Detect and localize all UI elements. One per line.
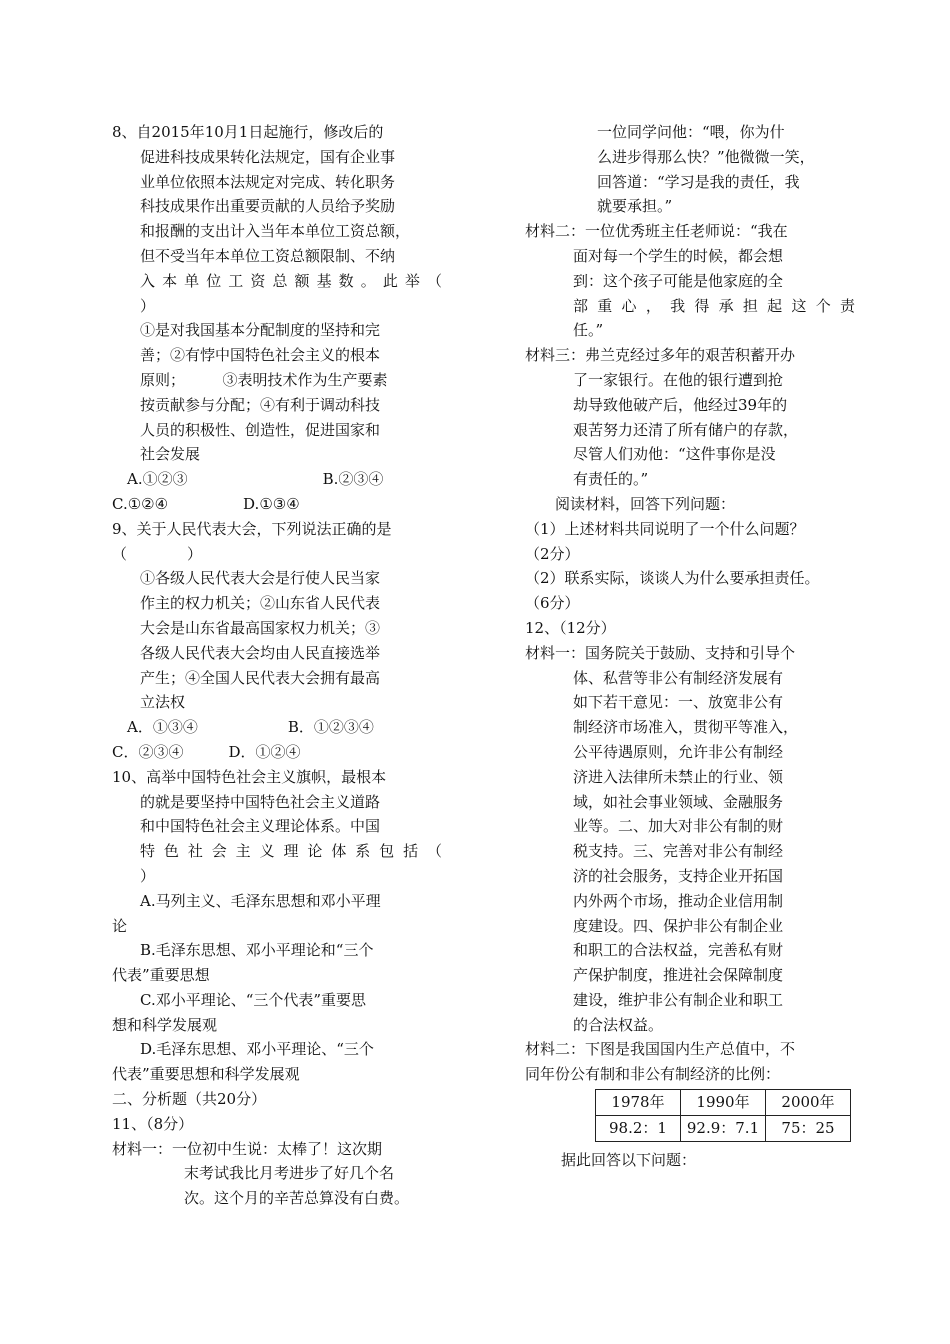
text-line: 劫导致他破产后，他经过39年的 [573, 395, 788, 414]
table-value-cell: 75：25 [766, 1115, 851, 1141]
text-line: ①是对我国基本分配制度的坚持和完 [140, 321, 381, 340]
table-header-row [596, 1090, 851, 1116]
text-line: 材料二：下图是我国国内生产总值中，不 [525, 1040, 796, 1059]
text-line: 人员的积极性、创造性，促进国家和 [140, 420, 381, 439]
text-line: 10、高举中国特色社会主义旗帜，最根本 [112, 767, 387, 786]
text-line: 原则； ③表明技术作为生产要素 [140, 370, 388, 389]
text-line: ①各级人民代表大会是行使人民当家 [140, 569, 381, 588]
text-line: 特色社会主义理论体系包括（ [140, 842, 442, 861]
text-line: 大会是山东省最高国家权力机关；③ [140, 618, 381, 637]
text-line: 9、关于人民代表大会，下列说法正确的是 [112, 519, 392, 538]
text-line: 促进科技成果转化法规定，国有企业事 [140, 147, 396, 166]
text-line: 么进步得那么快？”他微微一笑， [597, 147, 815, 166]
text-line: 税支持。三、完善对非公有制经 [573, 842, 784, 861]
text-line: A．①③④ B．①②③④ [112, 718, 374, 737]
text-line: 论 [112, 916, 128, 935]
text-line: 材料一：一位初中生说：太棒了！这次期 [112, 1139, 383, 1158]
text-line: C．②③④ D．①②④ [112, 742, 301, 761]
text-line: （1）上述材料共同说明了一个什么问题？ [525, 519, 805, 538]
text-line: （2）联系实际，谈谈人为什么要承担责任。 [525, 569, 820, 588]
right-column-text [525, 120, 855, 1087]
text-line: A.马列主义、毛泽东思想和邓小平理 [140, 891, 381, 910]
text-line: 产保护制度，推进社会保障制度 [573, 966, 784, 985]
text-line: A.①②③ B.②③④ [112, 470, 384, 489]
table-header-cell: 1978年 [596, 1090, 681, 1116]
text-line: 11、（8分） [112, 1114, 194, 1133]
text-line: 科技成果作出重要贡献的人员给予奖励 [140, 197, 396, 216]
text-line: 但不受当年本单位工资总额限制、不纳 [140, 246, 396, 265]
text-line: 末考试我比月考进步了好几个名 [184, 1164, 395, 1183]
text-line: 到：这个孩子可能是他家庭的全 [573, 271, 784, 290]
text-line: 业等。二、加大对非公有制的财 [573, 817, 784, 836]
text-line: 业单位依照本法规定对完成、转化职务 [140, 172, 396, 191]
text-line: 的合法权益。 [573, 1015, 664, 1034]
text-line: 和报酬的支出计入当年本单位工资总额， [140, 222, 411, 241]
text-line: 和中国特色社会主义理论体系。中国 [140, 817, 381, 836]
text-line: 各级人民代表大会均由人民直接选举 [140, 643, 381, 662]
text-line: C.①②④ D.①③④ [112, 494, 300, 513]
text-line: 公平待遇原则，允许非公有制经 [573, 742, 784, 761]
text-line: 想和科学发展观 [112, 1015, 218, 1034]
text-line: 产生；④全国人民代表大会拥有最高 [140, 668, 381, 687]
text-line: 立法权 [140, 693, 186, 712]
text-line: （6分） [525, 594, 580, 613]
text-line: 作主的权力机关；②山东省人民代表 [140, 594, 381, 613]
text-line: 建设，维护非公有制企业和职工 [573, 990, 784, 1009]
text-line: ） [140, 296, 156, 315]
table-header-cell: 1990年 [681, 1090, 766, 1116]
text-line: 和职工的合法权益，完善私有财 [573, 941, 784, 960]
text-line: 有责任的。” [573, 470, 649, 489]
text-line: 按贡献参与分配；④有利于调动科技 [140, 395, 381, 414]
text-line: C.邓小平理论、“三个代表”重要思 [140, 990, 367, 1009]
text-line: 了一家银行。在他的银行遭到抢 [573, 370, 784, 389]
table-header-cell: 2000年 [766, 1090, 851, 1116]
text-line: 如下若干意见：一、放宽非公有 [573, 693, 784, 712]
text-line: 代表”重要思想 [112, 966, 210, 985]
text-line: （ ） [112, 544, 203, 563]
text-line: 的就是要坚持中国特色社会主义道路 [140, 792, 381, 811]
text-line: 善；②有悖中国特色社会主义的根本 [140, 346, 381, 365]
text-line: 入本单位工资总额基数。此举（ [140, 271, 442, 290]
text-line: 一位同学问他：“喂，你为什 [597, 123, 785, 141]
text-line: 代表”重要思想和科学发展观 [112, 1065, 300, 1084]
text-line: 制经济市场准入，贯彻平等准入， [573, 718, 799, 737]
text-line: 材料一：国务院关于鼓励、支持和引导个 [525, 643, 796, 662]
text-line: 材料三：弗兰克经过多年的艰苦积蓄开办 [525, 346, 796, 365]
text-line: 内外两个市场，推动企业信用制 [573, 891, 784, 910]
text-line: 同年份公有制和非公有制经济的比例： [525, 1065, 781, 1084]
text-line: 12、（12分） [525, 618, 616, 637]
text-line: 域，如社会事业领域、金融服务 [573, 792, 784, 811]
text-line: 回答道：“学习是我的责任，我 [597, 172, 800, 191]
right-column [525, 120, 855, 1172]
text-line: （2分） [525, 544, 580, 563]
text-line: D.毛泽东思想、邓小平理论、“三个 [140, 1040, 374, 1059]
left-column [112, 120, 442, 1211]
text-line: 部重心，我得承担起这个责 [573, 296, 855, 315]
text-line: 就要承担。” [597, 197, 673, 216]
text-line: 尽管人们劝他：“这件事你是没 [573, 445, 776, 464]
table-value-row [596, 1115, 851, 1141]
table-value-cell: 98.2：1 [596, 1115, 681, 1141]
text-line: 二、分析题（共20分） [112, 1090, 267, 1109]
text-line: 材料二：一位优秀班主任老师说：“我在 [525, 222, 788, 241]
text-line: 次。这个月的辛苦总算没有白费。 [184, 1189, 410, 1208]
text-line: ） [140, 866, 156, 885]
text-line: 体、私营等非公有制经济发展有 [573, 668, 784, 687]
table-value-cell: 92.9：7.1 [681, 1115, 766, 1141]
text-line: 济的社会服务，支持企业开拓国 [573, 866, 784, 885]
text-line: 度建设。四、保护非公有制企业 [573, 916, 784, 935]
text-line: 济进入法律所未禁止的行业、领 [573, 767, 784, 786]
text-line: 艰苦努力还清了所有储户的存款， [573, 420, 799, 439]
gdp-ratio-table [595, 1089, 851, 1142]
text-line: 社会发展 [140, 445, 201, 464]
text-line: 任。” [573, 321, 604, 340]
text-line: 面对每一个学生的时候，都会想 [573, 246, 784, 265]
text-line: B.毛泽东思想、邓小平理论和“三个 [140, 941, 374, 960]
text-line: 阅读材料，回答下列问题： [525, 494, 736, 513]
closing-instruction: 据此回答以下问题： [561, 1150, 697, 1169]
text-line: 8、自2015年10月1日起施行，修改后的 [112, 123, 384, 141]
